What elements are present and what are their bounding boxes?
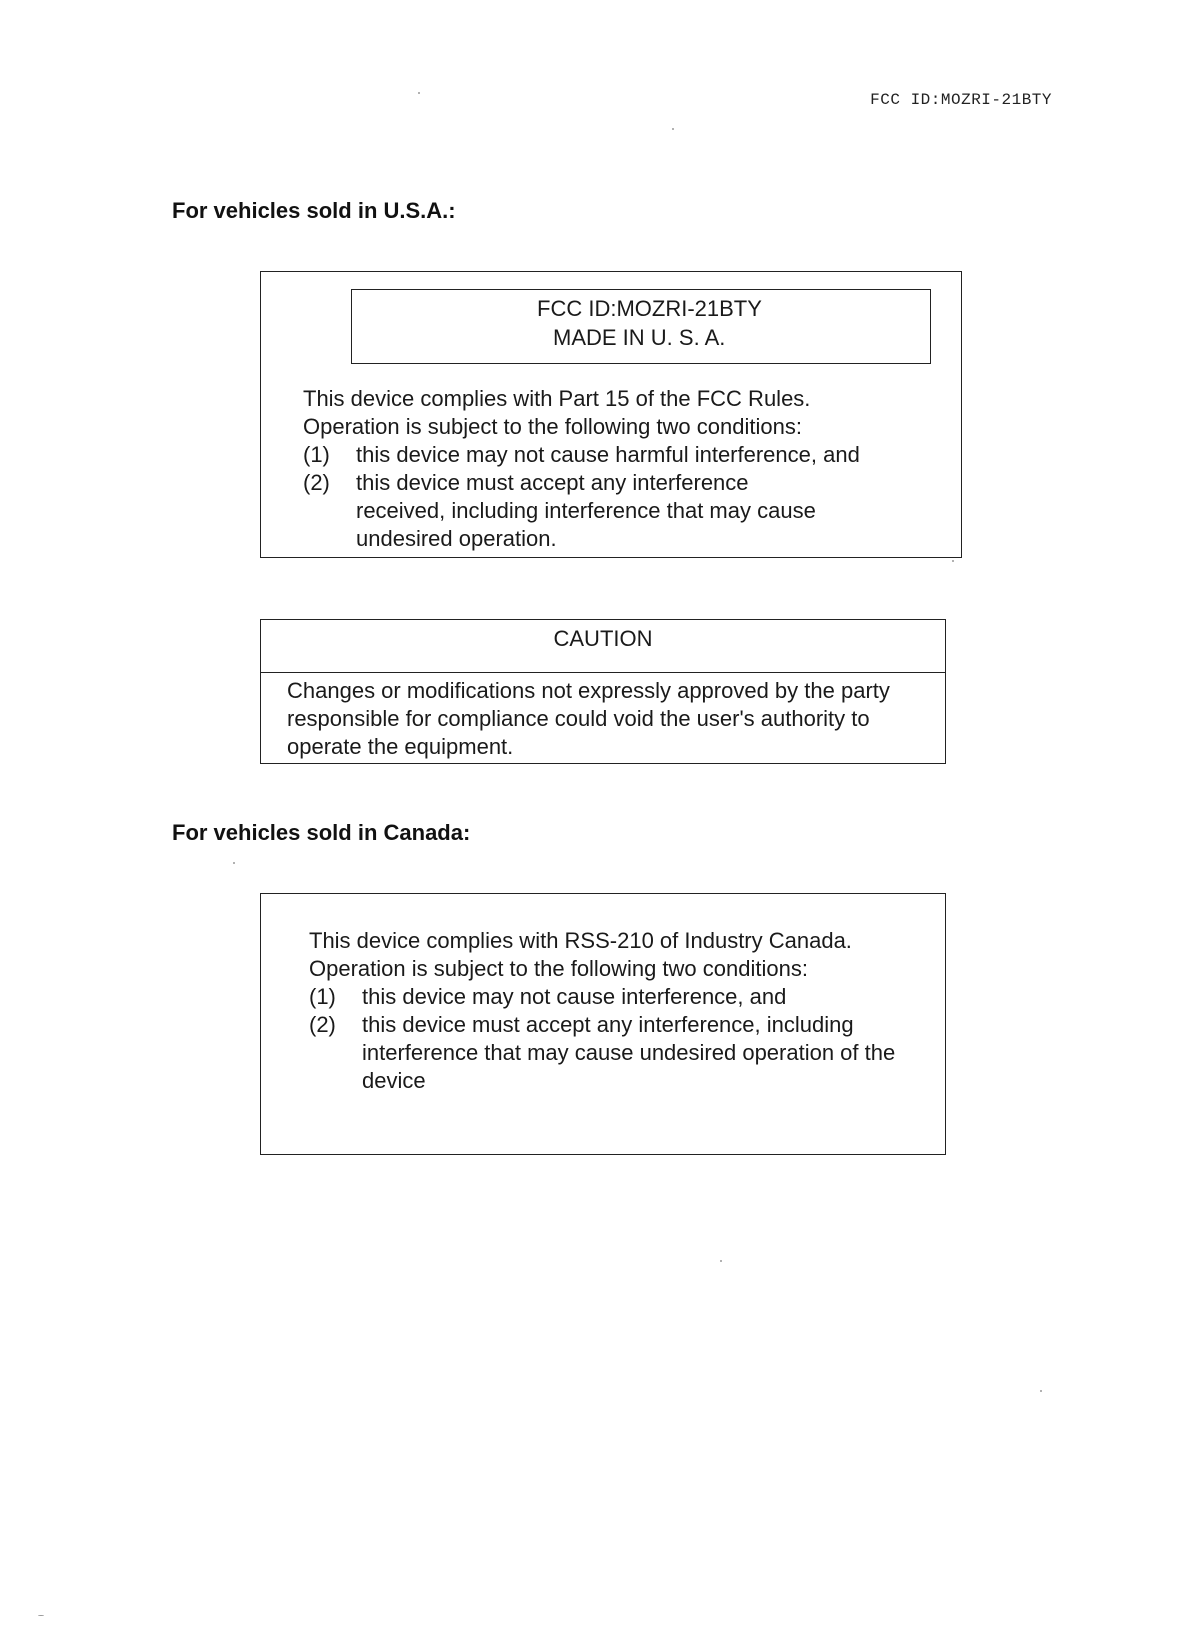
usa-compliance-statement xyxy=(303,385,953,553)
canada-intro-line-2: Operation is subject to the following two conditions: xyxy=(309,956,808,981)
canada-condition-2-text: this device must accept any interference, including interference that may cause undesired operation of the device xyxy=(362,1012,896,1093)
caution-title: CAUTION xyxy=(261,620,945,673)
canada-condition-2-number: (2) xyxy=(309,1012,336,1037)
usa-intro-line-2: Operation is subject to the following two conditions: xyxy=(303,414,802,439)
page-header-fcc-id: FCC ID:MOZRI-21BTY xyxy=(870,91,1052,109)
fcc-label-id: FCC ID:MOZRI-21BTY xyxy=(537,296,762,321)
usa-condition-1-number: (1) xyxy=(303,442,330,467)
usa-section-heading: For vehicles sold in U.S.A.: xyxy=(172,198,456,223)
canada-condition-2 xyxy=(309,1011,929,1095)
scan-speck xyxy=(952,560,954,562)
caution-box xyxy=(260,619,946,764)
caution-text: Changes or modifications not expressly approved by the party responsible for compliance could void the user's authority to operate the equipment. xyxy=(287,678,890,759)
canada-compliance-box xyxy=(260,893,946,1155)
canada-compliance-statement xyxy=(309,927,929,1095)
usa-condition-1-text: this device may not cause harmful interference, and xyxy=(356,442,860,467)
usa-condition-2 xyxy=(303,469,953,553)
usa-condition-1 xyxy=(303,441,953,469)
usa-compliance-box xyxy=(260,271,962,558)
scan-speck xyxy=(720,1260,722,1262)
fcc-label-origin: MADE IN U. S. A. xyxy=(553,325,726,350)
scan-speck xyxy=(233,862,235,864)
usa-condition-2-number: (2) xyxy=(303,470,330,495)
scan-speck xyxy=(418,92,420,94)
canada-intro-line-1: This device complies with RSS-210 of Industry Canada. xyxy=(309,928,852,953)
fcc-label-box xyxy=(351,289,931,364)
scan-speck xyxy=(672,128,674,130)
usa-intro-line-1: This device complies with Part 15 of the FCC Rules. xyxy=(303,386,811,411)
canada-section-heading: For vehicles sold in Canada: xyxy=(172,820,471,845)
canada-condition-1 xyxy=(309,983,929,1011)
scan-speck xyxy=(38,1615,44,1616)
usa-condition-2-text: this device must accept any interference received, including interference that may cause undesired operation. xyxy=(356,470,816,551)
canada-condition-1-number: (1) xyxy=(309,984,336,1009)
scan-speck xyxy=(1040,1390,1042,1392)
canada-condition-1-text: this device may not cause interference, and xyxy=(362,984,787,1009)
